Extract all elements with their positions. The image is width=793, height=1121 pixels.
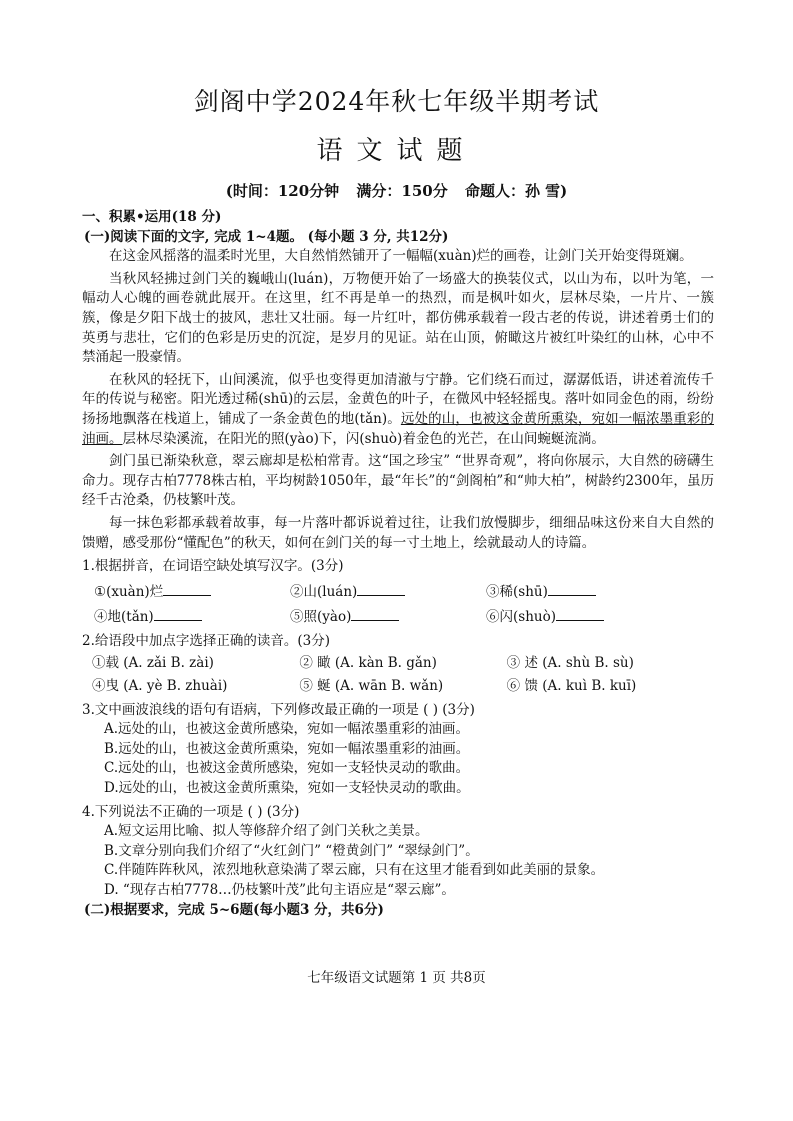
q1-item: ⑤照(yào) — [290, 608, 486, 628]
q4-option-c: C.伴随阵阵秋风，浓烈地秋意染满了翠云廊，只有在这里才能看到如此美丽的景象。 — [104, 862, 605, 879]
exam-body — [82, 208, 714, 920]
question-2-stem: 2.给语段中加点字选择正确的读音。(3分) — [82, 632, 331, 649]
answer-blank[interactable] — [548, 583, 596, 596]
q1-item: ①(xuàn)烂 — [94, 583, 290, 603]
q4-option-b: B.文章分别向我们介绍了“火红剑门” “橙黄剑门” “翠绿剑门”。 — [104, 842, 479, 859]
q1-item: ②山(luán) — [290, 583, 486, 603]
exam-time: (时间：120分钟 — [225, 182, 340, 200]
q2-item: ⑥ 馈 (A. kuì B. kuī) — [506, 678, 637, 695]
q3-option-d: D.远处的山，也被这金黄所熏染，宛如一支轻快灵动的歌曲。 — [104, 780, 470, 797]
exam-subtitle: 语文试题 — [316, 136, 477, 166]
part2-heading: (二)根据要求，完成 5~6题(每小题3 分，共6分) — [84, 901, 384, 918]
question-4-stem: 4.下列说法不正确的一项是 ( ) (3分) — [82, 803, 300, 820]
question-2-row-1 — [82, 654, 714, 674]
q3-option-b: B.远处的山，也被这金黄所熏染，宛如一幅浓墨重彩的油画。 — [104, 740, 470, 757]
section-heading: 一、积累•运用(18 分) — [82, 209, 222, 225]
q2-item: ③ 述 (A. shù B. sù) — [506, 655, 634, 672]
passage-paragraph-3 — [82, 371, 714, 449]
passage-paragraph-5: 每一抹色彩都承载着故事，每一片落叶都诉说着过往，让我们放慢脚步，细细品味这份来自大自然的馈赠，感受那份“懂配色”的秋天，如何在剑门关的每一寸土地上，绘就最动人的诗篇。 — [82, 514, 714, 551]
q2-item: ④曳 (A. yè B. zhuài) — [92, 678, 228, 695]
q2-item: ⑤ 蜒 (A. wān B. wǎn) — [299, 678, 444, 695]
passage-paragraph-4: 剑门虽已渐染秋意，翠云廊却是松柏常青。这“国之珍宝” “世界奇观”，将向你展示，大自然的磅礴生命力。现存古柏7778株古柏，平均树龄1050年，最“年长”的“剑阁柏”和“帅大柏”，树龄约2300年，虽历经千古沧桑，仍枝繁叶茂。 — [82, 453, 714, 509]
q2-item: ①载 (A. zǎi B. zài) — [92, 655, 214, 672]
q1-item: ③稀(shū) — [486, 583, 682, 603]
question-2-row-2 — [82, 677, 714, 697]
question-3-stem: 3.文中画波浪线的语句有语病，下列修改最正确的一项是 ( ) (3分) — [82, 701, 475, 718]
q3-option-c: C.远处的山，也被这金黄所感染，宛如一支轻快灵动的歌曲。 — [104, 760, 470, 777]
wavy-underlined-sentence: 远处的山，也被这金黄所熏染，宛如一幅浓墨重彩的油画。 — [82, 410, 715, 447]
q3-option-a: A.远处的山，也被这金黄所感染，宛如一幅浓墨重彩的油画。 — [104, 721, 470, 738]
exam-meta — [0, 180, 793, 201]
exam-title: 剑阁中学2024年秋七年级半期考试 — [193, 87, 600, 116]
q4-option-a: A.短文运用比喻、拟人等修辞介绍了剑门关秋之美景。 — [104, 823, 429, 840]
q1-item: ④地(tǎn) — [94, 608, 290, 628]
answer-blank[interactable] — [154, 608, 202, 621]
q1-item: ⑥闪(shuò) — [486, 608, 682, 628]
exam-author: 命题人：孙 雪) — [464, 182, 568, 200]
answer-blank[interactable] — [351, 608, 399, 621]
part1-heading: (一)阅读下面的文字, 完成 1~4题。 (每小题 3 分, 共12分) — [84, 228, 449, 245]
answer-blank[interactable] — [357, 583, 405, 596]
p3-part-a: 在秋风的轻抚下，山间溪流，似乎也变得更加清澈与宁静。它们绕石而过，潺潺低语，讲述着流传千年的传说与秘密。阳光透过稀(shū)的云层，金黄色的叶子，在微风中轻轻摇曳。落叶如同金色的雨，纷纷扬扬地飘落在栈道上，铺成了一条金黄色的地(tǎn)。 — [82, 371, 714, 427]
question-1-row-2 — [82, 608, 714, 628]
exam-score: 满分：150分 — [356, 182, 448, 200]
q2-item: ② 瞰 (A. kàn B. gǎn) — [299, 655, 437, 672]
p3-part-b: 层林尽染溪流，在阳光的照(yào)下，闪(shuò)着金色的光芒，在山间蜿蜒流淌。 — [122, 430, 605, 447]
passage-paragraph-1: 在这金风摇落的温柔时光里，大自然悄然铺开了一幅幅(xuàn)烂的画卷，让剑门关开始变得斑斓。 — [109, 248, 693, 265]
answer-blank[interactable] — [163, 583, 211, 596]
question-1-stem: 1.根据拼音，在词语空缺处填写汉字。(3分) — [82, 558, 344, 575]
passage-paragraph-2: 当秋风轻拂过剑门关的巍峨山(luán)，万物便开始了一场盛大的换装仪式，以山为布，以叶为笔，一幅动人心魄的画卷就此展开。在这里，红不再是单一的热烈，而是枫叶如火，层林尽染，一片片、一簇簇，像是夕阳下战士的披风，悲壮又壮丽。每一片红叶，都仿佛承载着一段古老的传说，讲述着勇士们的英勇与悲壮，它们的色彩是历史的沉淀，是岁月的见证。站在山顶，俯瞰这片被红叶染红的山林，心中不禁涌起一股豪情。 — [82, 270, 714, 366]
question-1-row-1 — [82, 583, 714, 603]
q4-option-d: D. “现存古柏7778…仍枝繁叶茂”此句主语应是“翠云廊”。 — [104, 882, 455, 898]
page-footer: 七年级语文试题第 1 页 共8页 — [307, 970, 486, 986]
answer-blank[interactable] — [556, 608, 604, 621]
